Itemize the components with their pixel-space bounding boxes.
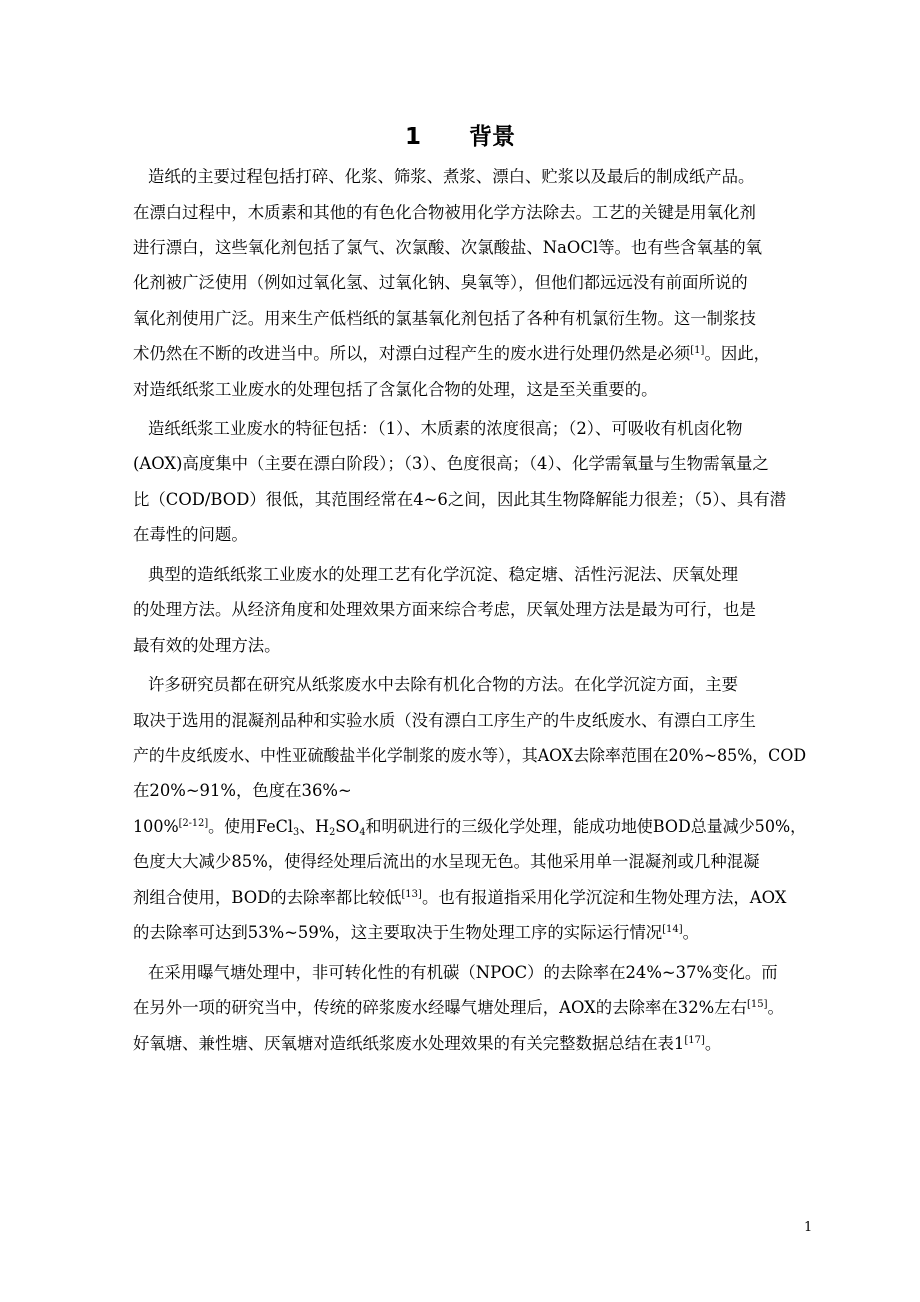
body-line: 造纸纸浆工业废水的特征包括：（1）、木质素的浓度很高；（2）、可吸收有机卤化物 xyxy=(148,419,743,438)
body-line: 进行漂白，这些氧化剂包括了氯气、次氯酸、次氯酸盐、NaOCl等。也有些含氧基的氧 xyxy=(133,238,763,257)
body-line: 对造纸纸浆工业废水的处理包括了含氯化合物的处理，这是至关重要的。 xyxy=(133,380,658,399)
body-line: 取决于选用的混凝剂品种和实验水质（没有漂白工序生产的牛皮纸废水、有漂白工序生 xyxy=(133,711,756,730)
citation: [17] xyxy=(684,1035,705,1046)
body-line: 在漂白过程中，木质素和其他的有色化合物被用化学方法除去。工艺的关键是用氧化剂 xyxy=(133,203,756,222)
section-heading xyxy=(0,118,920,151)
page-number: 1 xyxy=(804,1220,813,1235)
body-line: 产的牛皮纸废水、中性亚硫酸盐半化学制浆的废水等），其AOX去除率范围在20%~85%，COD xyxy=(133,746,807,765)
body-line: 氧化剂使用广泛。用来生产低档纸的氯基氧化剂包括了各种有机氯衍生物。这一制浆技 xyxy=(133,309,756,328)
body-line: 术仍然在不断的改进当中。所以，对漂白过程产生的废水进行处理仍然是必须[1]。因此， xyxy=(133,344,771,363)
body-line: 色度大大减少85%，使得经处理后流出的水呈现无色。其他采用单一混凝剂或几种混凝 xyxy=(133,852,760,871)
citation: [15] xyxy=(746,999,768,1010)
section-number: 1 xyxy=(404,124,421,150)
body-line: (AOX)高度集中（主要在漂白阶段）；（3）、色度很高；（4）、化学需氧量与生物需氧量之 xyxy=(133,454,769,473)
body-line: 比（COD/BOD）很低，其范围经常在4~6之间，因此其生物降解能力很差；（5）、具有潜 xyxy=(133,490,787,509)
body-line: 100%[2-12]。使用FeCl$_3$、$H_2SO_4$和明矾进行的三级化学处理，能成功地使BOD总量减少50%， xyxy=(133,817,807,838)
body-line: 化剂被广泛使用（例如过氧化氢、过氧化钠、臭氧等），但他们都远远没有前面所说的 xyxy=(133,273,748,292)
section-title: 背景 xyxy=(469,124,516,150)
body-line: 许多研究员都在研究从纸浆废水中去除有机化合物的方法。在化学沉淀方面，主要 xyxy=(148,675,739,694)
body-line: 剂组合使用，BOD的去除率都比较低[13]。也有报道指采用化学沉淀和生物处理方法，AOX xyxy=(133,888,787,907)
body-line: 在采用曝气塘处理中，非可转化性的有机碳（NPOC）的去除率在24%~37%变化。而 xyxy=(148,963,778,982)
body-line: 在另外一项的研究当中，传统的碎浆废水经曝气塘处理后，AOX的去除率在32%左右[15]。 xyxy=(133,998,784,1017)
body-line: 典型的造纸纸浆工业废水的处理工艺有化学沉淀、稳定塘、活性污泥法、厌氧处理 xyxy=(148,565,739,584)
body-line: 最有效的处理方法。 xyxy=(133,636,281,655)
body-line: 的去除率可达到53%~59%，这主要取决于生物处理工序的实际运行情况[14]。 xyxy=(133,923,700,942)
body-line: 在20%~91%，色度在36%~ xyxy=(133,781,352,800)
citation: [14] xyxy=(662,924,683,935)
body-line: 造纸的主要过程包括打碎、化浆、筛浆、煮浆、漂白、贮浆以及最后的制成纸产品。 xyxy=(148,167,755,186)
body-line: 好氧塘、兼性塘、厌氧塘对造纸纸浆废水处理效果的有关完整数据总结在表1[17]。 xyxy=(133,1034,722,1053)
citation: [13] xyxy=(401,889,422,900)
body-line: 的处理方法。从经济角度和处理效果方面来综合考虑，厌氧处理方法是最为可行，也是 xyxy=(133,600,756,619)
body-line: 在毒性的问题。 xyxy=(133,525,248,544)
citation: [2-12] xyxy=(178,818,209,829)
citation: [1] xyxy=(690,345,705,356)
